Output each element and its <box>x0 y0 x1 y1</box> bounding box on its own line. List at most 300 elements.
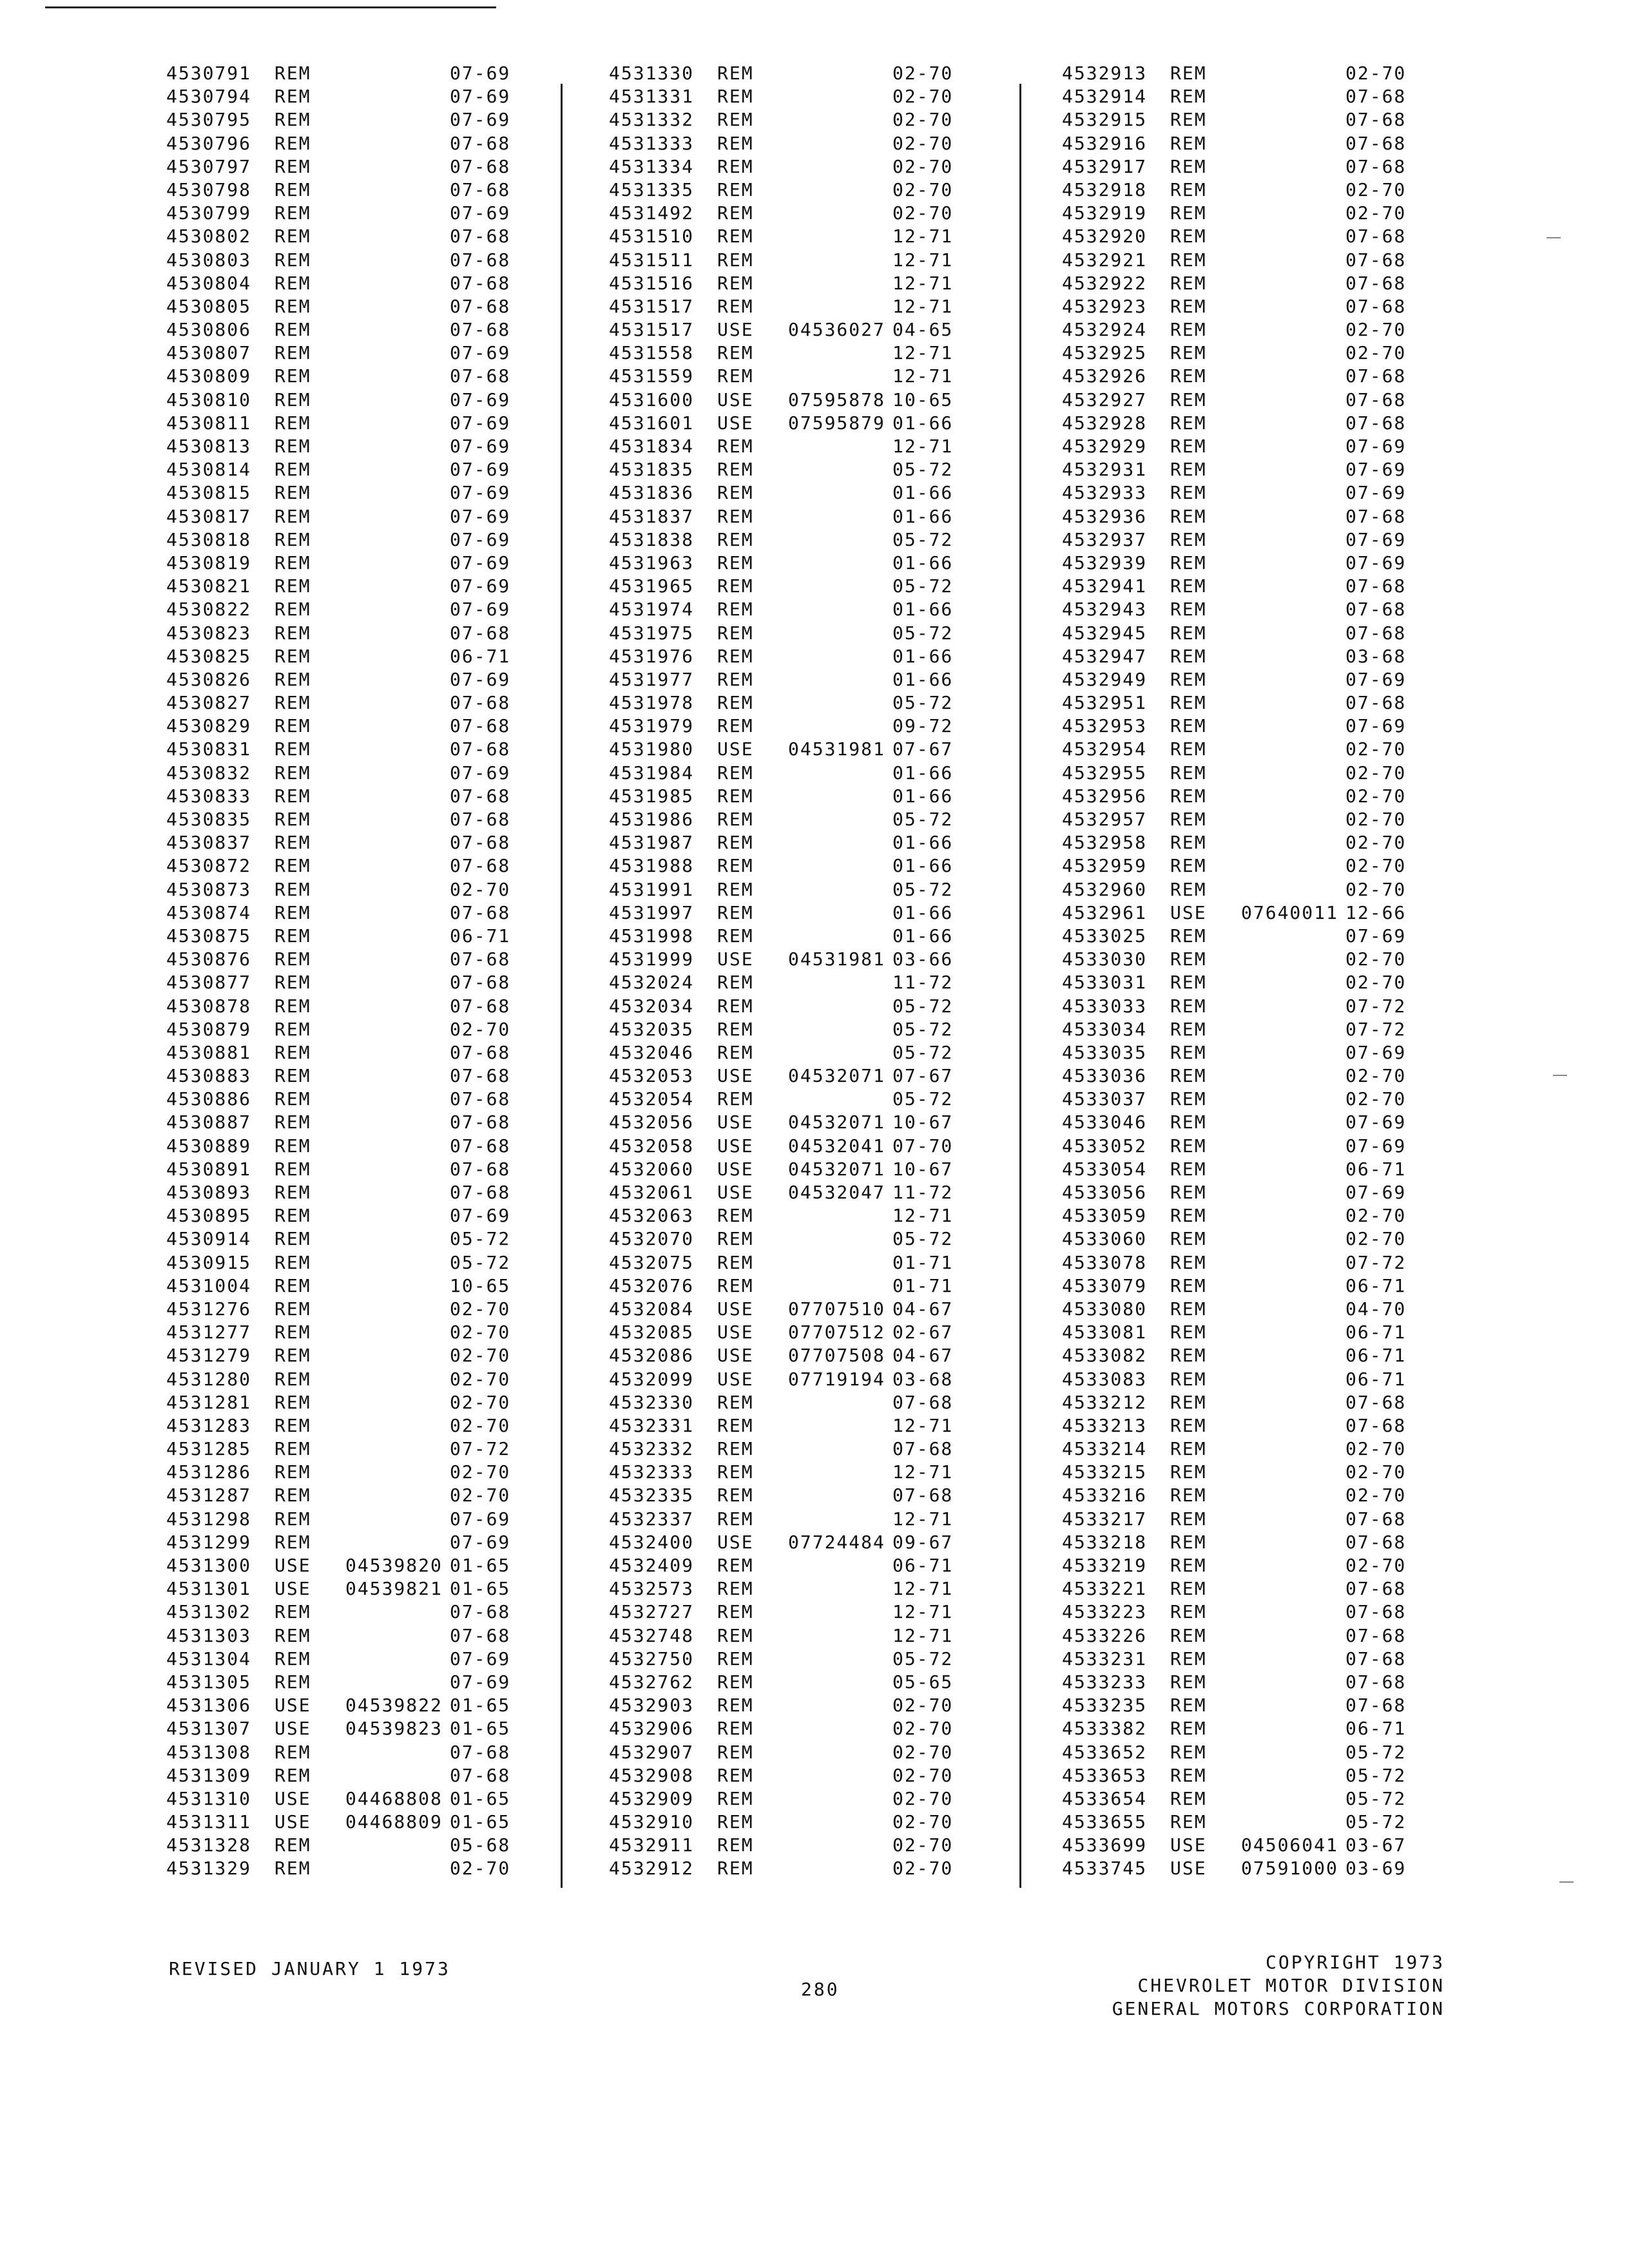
effective-date: 07-68 <box>450 272 511 294</box>
part-row <box>1062 1135 1449 1158</box>
effective-date: 12-71 <box>892 1601 954 1623</box>
action-code: REM <box>717 155 754 177</box>
effective-date: 01-66 <box>892 855 954 877</box>
part-row <box>1062 1694 1449 1717</box>
part-row <box>1062 552 1449 575</box>
action-code: REM <box>1170 1158 1207 1180</box>
part-row <box>1062 995 1449 1018</box>
part-number: 4533059 <box>1062 1205 1148 1227</box>
part-number: 4530809 <box>166 365 252 387</box>
part-row <box>166 1554 553 1577</box>
action-code: REM <box>275 1741 311 1763</box>
effective-date: 07-69 <box>1345 1182 1407 1203</box>
part-number: 4532933 <box>1062 482 1148 504</box>
part-row <box>1062 1717 1449 1740</box>
part-number: 4532337 <box>609 1508 695 1530</box>
effective-date: 07-68 <box>1345 1648 1407 1669</box>
part-number: 4533060 <box>1062 1228 1148 1250</box>
effective-date: 02-70 <box>892 1718 954 1740</box>
part-number: 4531998 <box>609 925 695 947</box>
action-code: REM <box>717 1508 754 1530</box>
action-code: REM <box>717 482 754 504</box>
action-code: REM <box>275 1624 311 1646</box>
action-code: USE <box>717 1531 754 1553</box>
copyright-line: GENERAL MOTORS CORPORATION <box>1112 1998 1445 2019</box>
action-code: REM <box>1170 365 1207 387</box>
part-row <box>609 1064 996 1088</box>
effective-date: 02-70 <box>892 178 954 200</box>
part-number: 4533052 <box>1062 1135 1148 1157</box>
part-row <box>166 925 553 948</box>
part-number: 4530795 <box>166 109 252 131</box>
part-row <box>609 365 996 388</box>
effective-date: 04-65 <box>892 319 954 341</box>
effective-date: 02-70 <box>1345 762 1407 783</box>
effective-date: 12-66 <box>1345 901 1407 923</box>
effective-date: 02-70 <box>1345 972 1407 994</box>
part-number: 4533219 <box>1062 1555 1148 1576</box>
part-number: 4531328 <box>166 1834 252 1856</box>
part-number: 4532939 <box>1062 552 1148 573</box>
part-number: 4533034 <box>1062 1018 1148 1040</box>
effective-date: 07-69 <box>450 528 511 550</box>
part-row <box>609 901 996 925</box>
part-row <box>166 365 553 388</box>
replacement-part-number: 04539820 <box>345 1555 443 1576</box>
effective-date: 07-68 <box>1345 86 1407 108</box>
effective-date: 02-70 <box>892 1695 954 1716</box>
effective-date: 02-70 <box>1345 1438 1407 1460</box>
action-code: REM <box>275 972 311 994</box>
part-number: 4530810 <box>166 389 252 410</box>
margin-mark <box>1547 237 1561 238</box>
part-row <box>1062 575 1449 598</box>
part-number: 4530805 <box>166 295 252 317</box>
part-row <box>166 295 553 318</box>
effective-date: 07-68 <box>1345 109 1407 131</box>
effective-date: 07-69 <box>1345 668 1407 690</box>
action-code: REM <box>1170 785 1207 807</box>
part-row <box>609 481 996 505</box>
action-code: REM <box>275 645 311 667</box>
action-code: REM <box>1170 1135 1207 1157</box>
action-code: REM <box>275 901 311 923</box>
part-row <box>1062 854 1449 878</box>
effective-date: 07-69 <box>1345 1135 1407 1157</box>
part-number: 4531306 <box>166 1695 252 1716</box>
effective-date: 07-69 <box>450 202 511 224</box>
part-number: 4532953 <box>1062 715 1148 737</box>
action-code: REM <box>1170 1251 1207 1273</box>
part-row <box>609 528 996 552</box>
part-number: 4533082 <box>1062 1345 1148 1367</box>
part-row <box>609 249 996 272</box>
action-code: REM <box>1170 972 1207 994</box>
action-code: USE <box>717 1321 754 1343</box>
part-number: 4533217 <box>1062 1508 1148 1530</box>
part-row <box>166 715 553 738</box>
effective-date: 12-71 <box>892 1461 954 1483</box>
effective-date: 05-72 <box>1345 1764 1407 1786</box>
part-row <box>609 598 996 621</box>
effective-date: 07-69 <box>1345 1041 1407 1063</box>
effective-date: 02-70 <box>1345 1088 1407 1110</box>
part-row <box>166 1344 553 1367</box>
action-code: REM <box>1170 1298 1207 1320</box>
effective-date: 07-69 <box>450 482 511 504</box>
effective-date: 07-69 <box>450 599 511 620</box>
part-row <box>609 1135 996 1158</box>
part-number: 4531999 <box>609 948 695 970</box>
effective-date: 07-68 <box>450 1135 511 1157</box>
part-row <box>1062 1344 1449 1367</box>
effective-date: 07-69 <box>450 342 511 364</box>
part-row <box>1062 412 1449 435</box>
part-row <box>609 1158 996 1181</box>
action-code: REM <box>1170 436 1207 457</box>
action-code: REM <box>275 226 311 247</box>
part-row <box>609 62 996 85</box>
revised-date: REVISED JANUARY 1 1973 <box>169 1958 450 1979</box>
action-code: USE <box>275 1695 311 1716</box>
part-number: 4532907 <box>609 1741 695 1763</box>
part-number: 4533652 <box>1062 1741 1148 1763</box>
effective-date: 01-66 <box>892 832 954 854</box>
part-row <box>1062 1414 1449 1437</box>
action-code: REM <box>1170 389 1207 410</box>
action-code: REM <box>275 1414 311 1436</box>
part-number: 4530835 <box>166 809 252 830</box>
effective-date: 06-71 <box>1345 1345 1407 1367</box>
action-code: REM <box>717 272 754 294</box>
part-number: 4533221 <box>1062 1578 1148 1600</box>
action-code: REM <box>717 1858 754 1879</box>
part-row <box>609 132 996 155</box>
part-number: 4532947 <box>1062 645 1148 667</box>
action-code: REM <box>1170 809 1207 830</box>
action-code: REM <box>717 575 754 597</box>
effective-date: 07-68 <box>450 855 511 877</box>
part-row <box>166 1787 553 1811</box>
action-code: REM <box>275 692 311 714</box>
action-code: REM <box>1170 925 1207 947</box>
part-number: 4532070 <box>609 1228 695 1250</box>
action-code: REM <box>717 622 754 644</box>
action-code: REM <box>1170 1414 1207 1436</box>
effective-date: 07-68 <box>450 155 511 177</box>
part-number: 4532075 <box>609 1251 695 1273</box>
effective-date: 01-66 <box>892 412 954 434</box>
part-row <box>166 272 553 295</box>
part-row <box>609 691 996 715</box>
part-row <box>166 738 553 761</box>
action-code: REM <box>717 855 754 877</box>
part-row <box>609 295 996 318</box>
effective-date: 02-70 <box>892 155 954 177</box>
action-code: REM <box>275 365 311 387</box>
effective-date: 07-69 <box>1345 528 1407 550</box>
action-code: REM <box>275 1601 311 1623</box>
part-number: 4533699 <box>1062 1834 1148 1856</box>
action-code: USE <box>275 1787 311 1809</box>
part-row <box>166 1018 553 1041</box>
part-number: 4531280 <box>166 1368 252 1390</box>
part-row <box>1062 1368 1449 1391</box>
action-code: REM <box>1170 1321 1207 1343</box>
effective-date: 07-68 <box>1345 575 1407 597</box>
effective-date: 07-68 <box>450 1158 511 1180</box>
part-number: 4532926 <box>1062 365 1148 387</box>
part-row <box>609 808 996 831</box>
part-number: 4530807 <box>166 342 252 364</box>
replacement-part-number: 04536027 <box>788 319 885 341</box>
part-row <box>1062 1554 1449 1577</box>
part-number: 4530814 <box>166 459 252 481</box>
action-code: REM <box>1170 1111 1207 1133</box>
replacement-part-number: 07707512 <box>788 1321 885 1343</box>
effective-date: 06-71 <box>450 645 511 667</box>
action-code: REM <box>1170 575 1207 597</box>
action-code: REM <box>1170 1718 1207 1740</box>
copyright-line: COPYRIGHT 1973 <box>1265 1952 1445 1973</box>
part-number: 4530886 <box>166 1088 252 1110</box>
part-number: 4532914 <box>1062 86 1148 108</box>
effective-date: 02-70 <box>892 86 954 108</box>
part-row <box>609 1041 996 1064</box>
action-code: REM <box>275 1205 311 1227</box>
effective-date: 07-68 <box>450 948 511 970</box>
part-row <box>166 831 553 854</box>
action-code: REM <box>1170 1205 1207 1227</box>
part-row <box>1062 785 1449 808</box>
effective-date: 07-69 <box>450 62 511 84</box>
effective-date: 01-66 <box>892 482 954 504</box>
effective-date: 02-70 <box>892 1741 954 1763</box>
action-code: REM <box>1170 1671 1207 1693</box>
part-number: 4531997 <box>609 901 695 923</box>
part-row <box>609 1181 996 1204</box>
action-code: REM <box>275 1531 311 1553</box>
action-code: REM <box>717 1787 754 1809</box>
effective-date: 10-67 <box>892 1158 954 1180</box>
action-code: REM <box>275 202 311 224</box>
part-number: 4531304 <box>166 1648 252 1669</box>
part-row <box>1062 249 1449 272</box>
part-number: 4532056 <box>609 1111 695 1133</box>
part-row <box>166 1717 553 1740</box>
effective-date: 07-68 <box>450 1182 511 1203</box>
action-code: REM <box>717 1205 754 1227</box>
part-number: 4531601 <box>609 412 695 434</box>
action-code: REM <box>717 178 754 200</box>
part-row <box>166 645 553 668</box>
part-row <box>609 272 996 295</box>
part-number: 4532086 <box>609 1345 695 1367</box>
part-number: 4530803 <box>166 249 252 271</box>
action-code: USE <box>1170 1834 1207 1856</box>
effective-date: 12-71 <box>892 249 954 271</box>
part-number: 4531559 <box>609 365 695 387</box>
part-row <box>1062 1741 1449 1764</box>
part-row <box>1062 691 1449 715</box>
effective-date: 07-68 <box>450 1065 511 1087</box>
part-row <box>1062 1671 1449 1694</box>
part-row <box>609 1508 996 1531</box>
action-code: REM <box>1170 668 1207 690</box>
action-code: REM <box>717 1764 754 1786</box>
part-row <box>1062 1508 1449 1531</box>
effective-date: 07-68 <box>1345 272 1407 294</box>
part-row <box>166 481 553 505</box>
part-number: 4532908 <box>609 1764 695 1786</box>
part-row <box>166 1041 553 1064</box>
part-number: 4532076 <box>609 1274 695 1296</box>
part-row <box>1062 1461 1449 1484</box>
part-number: 4530875 <box>166 925 252 947</box>
part-number: 4532061 <box>609 1182 695 1203</box>
part-row <box>166 1135 553 1158</box>
effective-date: 07-69 <box>1345 436 1407 457</box>
part-number: 4531600 <box>609 389 695 410</box>
part-number: 4532936 <box>1062 505 1148 527</box>
effective-date: 07-69 <box>450 1205 511 1227</box>
part-row <box>1062 1834 1449 1857</box>
part-row <box>1062 365 1449 388</box>
action-code: REM <box>275 809 311 830</box>
part-number: 4530831 <box>166 738 252 760</box>
part-number: 4530811 <box>166 412 252 434</box>
action-code: REM <box>1170 272 1207 294</box>
part-number: 4533080 <box>1062 1298 1148 1320</box>
effective-date: 07-69 <box>450 459 511 481</box>
part-row <box>1062 925 1449 948</box>
part-number: 4532911 <box>609 1834 695 1856</box>
replacement-part-number: 07719194 <box>788 1368 885 1390</box>
part-number: 4531281 <box>166 1391 252 1413</box>
part-row <box>1062 155 1449 178</box>
action-code: REM <box>717 528 754 550</box>
part-number: 4532943 <box>1062 599 1148 620</box>
effective-date: 01-66 <box>892 668 954 690</box>
part-row <box>609 785 996 808</box>
part-row <box>609 1227 996 1251</box>
effective-date: 05-72 <box>892 1648 954 1669</box>
effective-date: 07-68 <box>450 226 511 247</box>
part-number: 4531978 <box>609 692 695 714</box>
part-number: 4531276 <box>166 1298 252 1320</box>
effective-date: 07-68 <box>1345 1531 1407 1553</box>
part-number: 4531984 <box>609 762 695 783</box>
part-row <box>166 971 553 994</box>
part-number: 4530821 <box>166 575 252 597</box>
effective-date: 05-72 <box>892 528 954 550</box>
part-row <box>166 691 553 715</box>
part-number: 4533078 <box>1062 1251 1148 1273</box>
part-number: 4531330 <box>609 62 695 84</box>
action-code: REM <box>275 1228 311 1250</box>
part-number: 4531298 <box>166 1508 252 1530</box>
action-code: REM <box>1170 645 1207 667</box>
part-number: 4532941 <box>1062 575 1148 597</box>
part-row <box>1062 178 1449 202</box>
part-row <box>166 1298 553 1321</box>
part-row <box>1062 1787 1449 1811</box>
action-code: REM <box>1170 319 1207 341</box>
effective-date: 01-66 <box>892 785 954 807</box>
effective-date: 01-66 <box>892 505 954 527</box>
part-row <box>609 1204 996 1227</box>
action-code: REM <box>1170 155 1207 177</box>
action-code: REM <box>1170 1811 1207 1833</box>
effective-date: 02-70 <box>1345 1461 1407 1483</box>
part-number: 4531836 <box>609 482 695 504</box>
effective-date: 07-67 <box>892 738 954 760</box>
part-row <box>166 1834 553 1857</box>
effective-date: 05-72 <box>892 1041 954 1063</box>
part-number: 4530914 <box>166 1228 252 1250</box>
effective-date: 07-69 <box>450 1531 511 1553</box>
part-number: 4531332 <box>609 109 695 131</box>
part-number: 4531334 <box>609 155 695 177</box>
action-code: REM <box>717 1251 754 1273</box>
part-number: 4532916 <box>1062 132 1148 154</box>
part-row <box>166 901 553 925</box>
effective-date: 07-68 <box>1345 155 1407 177</box>
action-code: REM <box>717 1834 754 1856</box>
part-row <box>166 1321 553 1344</box>
part-number: 4533214 <box>1062 1438 1148 1460</box>
effective-date: 02-70 <box>1345 1485 1407 1506</box>
part-number: 4530799 <box>166 202 252 224</box>
effective-date: 07-68 <box>450 692 511 714</box>
part-row <box>1062 878 1449 901</box>
effective-date: 07-69 <box>450 668 511 690</box>
effective-date: 12-71 <box>892 272 954 294</box>
effective-date: 05-72 <box>892 1228 954 1250</box>
part-row <box>1062 1181 1449 1204</box>
part-row <box>609 1391 996 1414</box>
part-row <box>609 1344 996 1367</box>
effective-date: 02-70 <box>450 1414 511 1436</box>
action-code: REM <box>275 1298 311 1320</box>
effective-date: 02-70 <box>1345 855 1407 877</box>
part-number: 4532949 <box>1062 668 1148 690</box>
action-code: REM <box>717 1391 754 1413</box>
effective-date: 07-68 <box>450 901 511 923</box>
effective-date: 01-66 <box>892 901 954 923</box>
part-row <box>609 202 996 225</box>
replacement-part-number: 07724484 <box>788 1531 885 1553</box>
effective-date: 07-69 <box>450 389 511 410</box>
part-number: 4530794 <box>166 86 252 108</box>
action-code: REM <box>275 832 311 854</box>
part-number: 4533213 <box>1062 1414 1148 1436</box>
replacement-part-number: 04532071 <box>788 1065 885 1087</box>
part-number: 4531287 <box>166 1485 252 1506</box>
part-number: 4533226 <box>1062 1624 1148 1646</box>
effective-date: 02-70 <box>892 1811 954 1833</box>
action-code: REM <box>717 995 754 1017</box>
part-row <box>166 1251 553 1274</box>
effective-date: 05-72 <box>450 1228 511 1250</box>
replacement-part-number: 07591000 <box>1241 1858 1338 1879</box>
part-row <box>1062 1600 1449 1624</box>
effective-date: 07-69 <box>450 505 511 527</box>
effective-date: 07-72 <box>1345 1251 1407 1273</box>
action-code: REM <box>1170 1787 1207 1809</box>
effective-date: 02-70 <box>450 1368 511 1390</box>
top-rule <box>45 6 496 8</box>
